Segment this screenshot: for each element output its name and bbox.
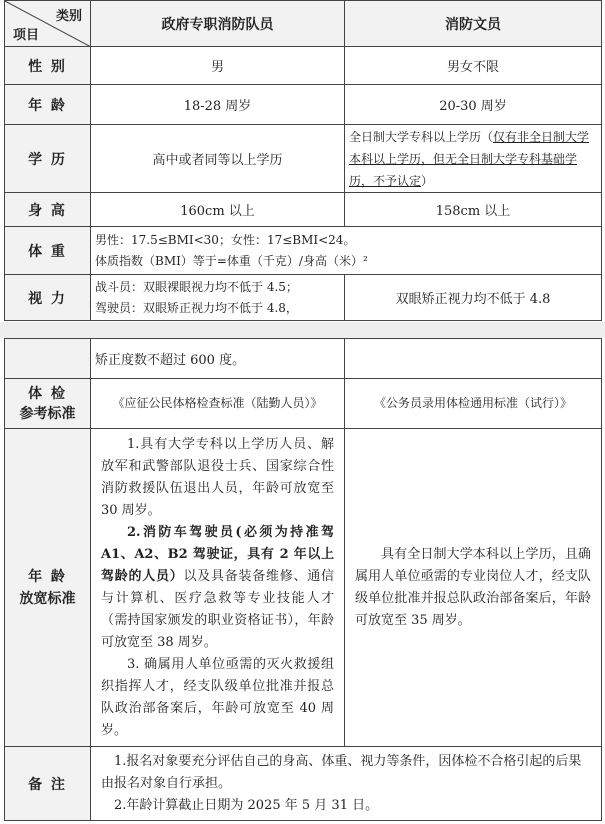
row-label-vision: 视 力 (5, 275, 91, 321)
age-relax-item-1: 1.具有大学专科以上学历人员、解放军和武警部队退役士兵、国家综合性消防救援队伍退出人员，年龄可放宽至 30 周岁。 (101, 436, 334, 518)
row-label-education: 学 历 (5, 125, 91, 193)
table-row-weight (5, 227, 602, 275)
vision-driver: 驾驶员：双眼矫正视力均不低于 4.8， (95, 300, 298, 315)
remark-1: 1.报名对象要充分评估自己的身高、体重、视力等条件，因体检不合格引起的后果由报名对象自行承担。 (101, 753, 582, 791)
age-relax-item-2-rest: 以及具备装备维修、通信与计算机、医疗急救等专业技能人才（需持国家颁发的职业资格证书），年龄可放宽至 38 周岁。 (101, 568, 334, 650)
row-label-height: 身 高 (5, 193, 91, 227)
table-row-age (5, 85, 602, 125)
weight-bmi-formula: 体质指数（BMI）等于=体重（千克）/身高（米）² (95, 253, 368, 268)
document-page-2 (0, 338, 605, 824)
age-relax-firefighter (91, 429, 345, 747)
vision-firefighter-continued: 矫正度数不超过 600 度。 (91, 339, 345, 379)
row-label-standard-line2: 参考标准 (19, 405, 76, 422)
document-page-1 (0, 0, 605, 322)
row-label-remarks: 备 注 (5, 747, 91, 821)
table-row-height (5, 193, 602, 227)
page-gap (0, 322, 605, 338)
table-row-age-relaxation (5, 429, 602, 747)
table-header-row (5, 1, 602, 47)
row-label-age-relaxation (5, 429, 91, 747)
row-label-empty (5, 339, 91, 379)
table-row-remarks (5, 747, 602, 821)
age-firefighter: 18-28 周岁 (91, 85, 345, 125)
education-clerk-underlined: 仅有非全日制大学本科以上学历，但无全日制大学专科基础学历，不予认定 (349, 129, 590, 188)
age-relax-item-3: 3. 确属用人单位亟需的灭火救援组织指挥人才，经支队级单位批准并报总队政治部备案后，年龄可放宽至 40 周岁。 (101, 656, 334, 738)
remark-2: 2.年龄计算截止日期为 2025 年 5 月 31 日。 (114, 797, 379, 813)
age-relax-item-2-bold: 2.消防车驾驶员(必须为持准驾 A1、A2、B2 驾驶证，具有 2 年以上驾龄的人员） (101, 524, 334, 584)
education-clerk-main: 全日制大学专科以上学历（ (349, 129, 494, 144)
column-header-clerk: 消防文员 (345, 1, 602, 47)
age-relax-clerk (345, 429, 602, 747)
row-label-standard (5, 379, 91, 429)
column-header-firefighter: 政府专职消防队员 (91, 1, 345, 47)
gender-clerk: 男女不限 (345, 47, 602, 85)
table-row-standard (5, 379, 602, 429)
vision-clerk-continued (345, 339, 602, 379)
table-row-gender (5, 47, 602, 85)
remarks-content (91, 747, 602, 821)
vision-fighter: 战斗员：双眼裸眼视力均不低于 4.5； (95, 279, 298, 294)
age-clerk: 20-30 周岁 (345, 85, 602, 125)
vision-firefighter (91, 275, 345, 321)
requirements-table-part2 (4, 338, 602, 821)
weight-bmi-range: 男性：17.5≤BMI<30；女性：17≤BMI<24。 (95, 232, 356, 247)
row-label-age-relax-line2: 放宽标准 (19, 590, 76, 607)
diagonal-header-cell (5, 1, 91, 47)
row-label-gender: 性 别 (5, 47, 91, 85)
table-row-education (5, 125, 602, 193)
corner-item-label: 项目 (13, 28, 40, 43)
education-clerk-end: ） (421, 173, 434, 188)
age-relax-clerk-text: 具有全日制大学本科以上学历，且确属用人单位亟需的专业岗位人才，经支队级单位批准并报总队政治部备案后，年龄可放宽至 35 周岁。 (355, 546, 591, 628)
education-clerk (345, 125, 602, 193)
education-firefighter: 高中或者同等以上学历 (91, 125, 345, 193)
standard-firefighter: 《应征公民体格检查标准（陆勤人员）》 (91, 379, 345, 429)
age-relax-item-2 (101, 522, 334, 654)
row-label-age-relax-line1: 年 龄 (28, 568, 67, 585)
table-row-vision-continued (5, 339, 602, 379)
weight-requirement (91, 227, 602, 275)
height-firefighter: 160cm 以上 (91, 193, 345, 227)
standard-clerk: 《公务员录用体检通用标准（试行）》 (345, 379, 602, 429)
corner-category-label: 类别 (55, 9, 82, 24)
vision-clerk: 双眼矫正视力均不低于 4.8 (345, 275, 602, 321)
requirements-table-part1 (4, 0, 602, 321)
height-clerk: 158cm 以上 (345, 193, 602, 227)
row-label-standard-line1: 体 检 (28, 385, 67, 402)
row-label-weight: 体 重 (5, 227, 91, 275)
gender-firefighter: 男 (91, 47, 345, 85)
row-label-age: 年 龄 (5, 85, 91, 125)
table-row-vision (5, 275, 602, 321)
